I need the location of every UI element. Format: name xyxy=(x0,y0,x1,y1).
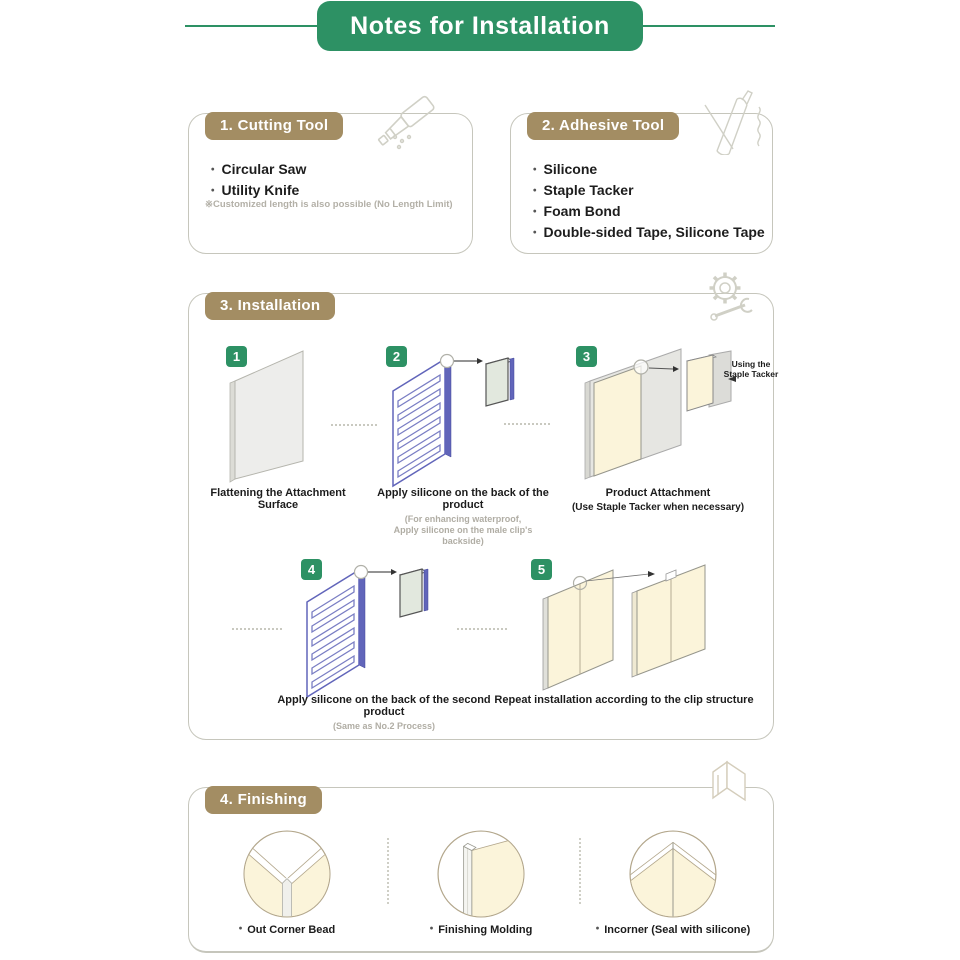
step-number-4: 4 xyxy=(301,559,322,580)
step1-caption: Flattening the Attachment Surface xyxy=(210,487,346,511)
list-item: • Utility Knife xyxy=(211,181,306,202)
cutting-tool-note: ※Customized length is also possible (No Length Limit) xyxy=(205,199,453,210)
step3-illustration xyxy=(581,347,736,487)
finishing-panel xyxy=(188,787,774,953)
dotted-connector xyxy=(232,628,282,630)
finishing-option-caption: • Incorner (Seal with silicone) xyxy=(595,923,751,936)
incorner-illustration xyxy=(627,828,719,925)
utility-knife-icon xyxy=(371,91,443,160)
step3-annotation: Using the Staple Tacker xyxy=(723,359,779,379)
corner-trim-icon xyxy=(705,758,757,813)
dotted-connector xyxy=(504,423,550,425)
step5-illustration xyxy=(537,557,712,697)
cutting-tool-panel xyxy=(188,113,473,254)
out-corner-bead-illustration xyxy=(241,828,333,925)
finishing-molding-illustration xyxy=(435,828,527,925)
step5-caption: Repeat installation according to the clip structure xyxy=(494,694,754,706)
step1-illustration xyxy=(227,349,317,489)
bullet: • xyxy=(533,164,537,176)
step2-caption: Apply silicone on the back of the product (For enhancing waterproof, Apply silicone on the male clip's backside) xyxy=(372,487,554,547)
step3-subcaption: (Use Staple Tacker when necessary) xyxy=(571,502,745,513)
dotted-divider xyxy=(387,838,389,904)
adhesive-tool-list xyxy=(533,160,765,244)
finishing-option-caption: • Finishing Molding xyxy=(429,923,533,936)
gear-wrench-icon xyxy=(699,266,757,329)
finishing-label: 4. Finishing xyxy=(205,786,322,814)
installation-panel xyxy=(188,293,779,740)
cutting-tool-label: 1. Cutting Tool xyxy=(205,112,343,140)
bullet: • xyxy=(533,185,537,197)
list-item: • Circular Saw xyxy=(211,160,306,181)
adhesive-tool-panel xyxy=(510,113,773,254)
finishing-option-caption: • Out Corner Bead xyxy=(238,923,336,936)
list-item: • Staple Tacker xyxy=(533,181,765,202)
bullet: • xyxy=(429,923,434,935)
step3-caption: Product Attachment (Use Staple Tacker when necessary) xyxy=(567,487,749,513)
step-number-5: 5 xyxy=(531,559,552,580)
bullet: • xyxy=(238,923,243,935)
dotted-connector xyxy=(331,424,377,426)
bullet: • xyxy=(595,923,600,935)
dotted-divider xyxy=(579,838,581,904)
list-item: • Silicone xyxy=(533,160,765,181)
bullet: • xyxy=(211,185,215,197)
adhesive-tool-label: 2. Adhesive Tool xyxy=(527,112,679,140)
step-number-2: 2 xyxy=(386,346,407,367)
step4-illustration xyxy=(301,562,433,705)
bullet: • xyxy=(533,206,537,218)
list-item: • Foam Bond xyxy=(533,202,765,223)
step-number-3: 3 xyxy=(576,346,597,367)
step2-illustration xyxy=(387,351,519,494)
dotted-connector xyxy=(457,628,507,630)
installation-label: 3. Installation xyxy=(205,292,335,320)
step2-subcaption: (For enhancing waterproof, Apply silicone on the male clip's backside) xyxy=(393,514,533,546)
bullet: • xyxy=(211,164,215,176)
step4-caption: Apply silicone on the back of the second product (Same as No.2 Process) xyxy=(269,694,499,732)
step-number-1: 1 xyxy=(226,346,247,367)
caulk-gun-icon xyxy=(697,89,769,160)
bullet: • xyxy=(533,227,537,239)
page-title: Notes for Installation xyxy=(317,1,643,51)
list-item: • Double-sided Tape, Silicone Tape xyxy=(533,223,765,244)
step4-subcaption: (Same as No.2 Process) xyxy=(332,721,436,731)
cutting-tool-list xyxy=(211,160,306,202)
